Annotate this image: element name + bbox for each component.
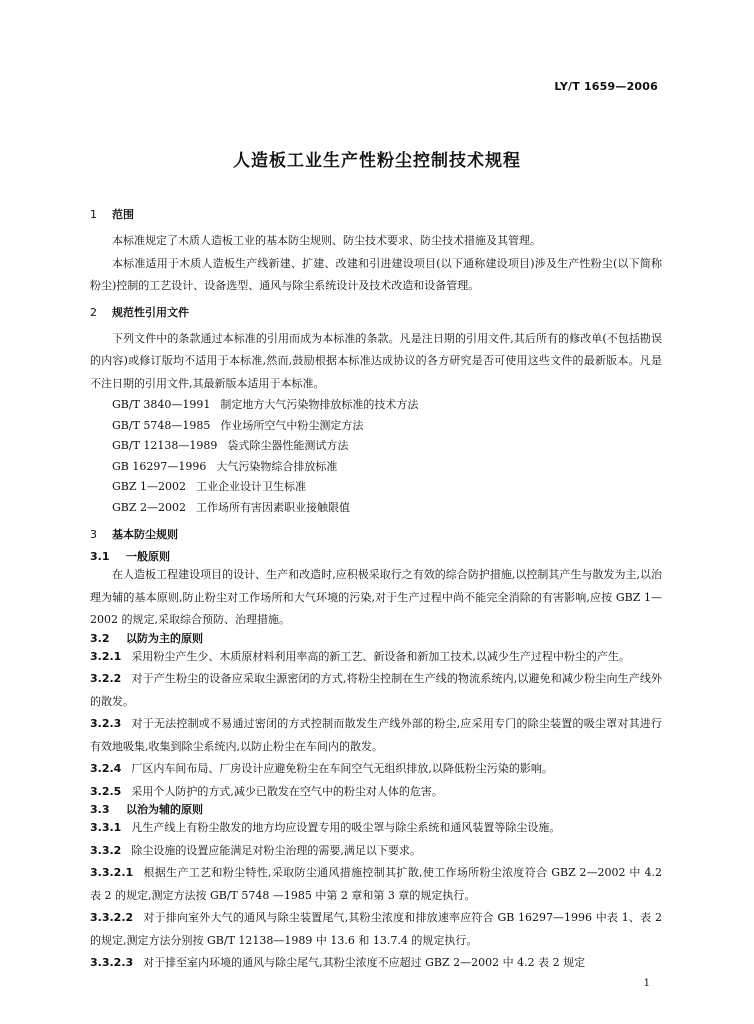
clause-3-3-2-2	[90, 907, 662, 952]
clause-text: 采用个人防护的方式,减少已散发在空气中的粉尘对人体的危害。	[131, 784, 443, 798]
clause-number: 3.2.2	[90, 672, 122, 685]
clause-number: 3.2.5	[90, 784, 122, 798]
reference-item	[90, 436, 662, 457]
clause-3-3-2-3	[90, 952, 662, 975]
reference-item	[90, 416, 662, 437]
subsection-title: 一般原则	[126, 550, 170, 563]
clause-text: 厂区内车间布局、厂房设计应避免粉尘在车间空气无组织排放,以降低粉尘污染的影响。	[131, 762, 553, 775]
section-heading-normative	[90, 306, 662, 320]
reference-title: 工业企业设计卫生标准	[196, 480, 307, 493]
clause-3-2-3	[90, 713, 662, 758]
clause-number: 3.3.2	[90, 843, 122, 857]
clause-number: 3.2.3	[90, 717, 122, 730]
clause-3-1-text: 在人造板工程建设项目的设计、生产和改造时,应积极采取行之有效的综合防护措施,以控制其产生与散发为主,以治理为辅的基本原则,防止粉尘对工作场所和大气环境的污染,对于生产过程中尚不能完全消除的有害影响,应按 GBZ 1—2002 的规定,采取综合预防、治理措施。	[90, 568, 662, 626]
section-title: 范围	[112, 208, 134, 221]
reference-code: GB/T 5748—1985	[112, 418, 211, 432]
clause-number: 3.3.2.3	[90, 956, 134, 969]
reference-title: 大气污染物综合排放标准	[216, 459, 338, 473]
subsection-title: 以治为辅的原则	[126, 803, 203, 816]
reference-title: 工作场所有害因素职业接触限值	[196, 500, 351, 514]
reference-code: GB/T 12138—1989	[112, 439, 218, 452]
reference-code: GB/T 3840—1991	[112, 398, 211, 411]
section-number: 1	[90, 208, 97, 221]
standard-code: LY/T 1659—2006	[554, 80, 658, 93]
clause-3-2-5	[90, 781, 662, 804]
subsection-heading-3-1	[90, 550, 662, 564]
section-number: 3	[90, 528, 97, 541]
scope-paragraph-2: 本标准适用于木质人造板生产线新建、扩建、改建和引进建设项目(以下通称建设项目)涉及生产性粉尘(以下简称粉尘)控制的工艺设计、设备选型、通风与除尘系统设计及技术改造和设备管理。	[90, 256, 662, 292]
subsection-number: 3.1	[90, 550, 110, 563]
clause-text: 对于排至室内环境的通风与除尘尾气,其粉尘浓度不应超过 GBZ 2—2002 中 4.2 表 2 规定	[143, 956, 586, 969]
reference-title: 制定地方大气污染物排放标准的技术方法	[220, 398, 419, 411]
document-body	[90, 208, 662, 975]
clause-3-2-2	[90, 668, 662, 713]
clause-number: 3.2.4	[90, 762, 122, 775]
section-title: 基本防尘规则	[112, 528, 178, 541]
normative-intro: 下列文件中的条款通过本标准的引用而成为本标准的条款。凡是注日期的引用文件,其后所有的修改单(不包括勘误的内容)或修订版均不适用于本标准,然而,鼓励根据本标准达成协议的各方研究是否可使用这些文件的最新版本。凡是不注日期的引用文件,其最新版本适用于本标准。	[90, 331, 662, 390]
clause-text: 对于无法控制或不易通过密闭的方式控制而散发生产线外部的粉尘,应采用专门的除尘装置的吸尘罩对其进行有效地吸集,收集到除尘系统内,以防止粉尘在车间内的散发。	[90, 717, 662, 753]
section-heading-rules	[90, 528, 662, 542]
page-number: 1	[643, 978, 650, 989]
clause-text: 采用粉尘产生少、木质原材料利用率高的新工艺、新设备和新加工技术,以减少生产过程中粉尘的产生。	[131, 649, 630, 663]
clause-number: 3.3.2.1	[90, 866, 134, 879]
clause-3-3-2-1	[90, 862, 662, 907]
scope-paragraph-1: 本标准规定了木质人造板工业的基本防尘规则、防尘技术要求、防尘技术措施及其管理。	[112, 234, 541, 247]
reference-item	[90, 498, 662, 519]
clause-text: 除尘设施的设置应能满足对粉尘治理的需要,满足以下要求。	[131, 843, 421, 857]
section-heading-scope	[90, 208, 662, 222]
section-title: 规范性引用文件	[112, 305, 189, 319]
clause-number: 3.3.1	[90, 821, 122, 834]
clause-text: 对于产生粉尘的设备应采取尘源密闭的方式,将粉尘控制在生产线的物流系统内,以避免和减少粉尘向生产线外的散发。	[90, 672, 662, 708]
reference-title: 袋式除尘器性能测试方法	[227, 439, 349, 452]
reference-item	[90, 395, 662, 416]
clause-3-2-4	[90, 758, 662, 781]
clause-3-3-1	[90, 817, 662, 840]
subsection-number: 3.3	[90, 803, 110, 816]
subsection-title: 以防为主的原则	[126, 631, 203, 645]
subsection-number: 3.2	[90, 631, 110, 645]
reference-item	[90, 457, 662, 478]
clause-text: 凡生产线上有粉尘散发的地方均应设置专用的吸尘罩与除尘系统和通风装置等除尘设施。	[131, 821, 561, 834]
reference-code: GBZ 1—2002	[112, 480, 187, 493]
clause-3-2-1	[90, 646, 662, 669]
reference-item	[90, 477, 662, 498]
section-number: 2	[90, 305, 97, 319]
clause-number: 3.2.1	[90, 649, 122, 663]
reference-code: GBZ 2—2002	[112, 500, 187, 514]
document-title: 人造板工业生产性粉尘控制技术规程	[233, 151, 521, 171]
reference-title: 作业场所空气中粉尘测定方法	[220, 418, 364, 432]
subsection-heading-3-2	[90, 632, 662, 646]
reference-code: GB 16297—1996	[112, 459, 207, 473]
subsection-heading-3-3	[90, 803, 662, 817]
clause-number: 3.3.2.2	[90, 911, 134, 924]
reference-list	[90, 395, 662, 518]
clause-3-3-2	[90, 840, 662, 863]
clause-text: 对于排向室外大气的通风与除尘装置尾气,其粉尘浓度和排放速率应符合 GB 16297—1996 中表 1、表 2 的规定,测定方法分别按 GB/T 12138—1989 中 13.6 和 13.7.4 的规定执行。	[90, 911, 662, 947]
clause-text: 根据生产工艺和粉尘特性,采取防尘通风措施控制其扩散,使工作场所粉尘浓度符合 GBZ 2—2002 中 4.2 表 2 的规定,测定方法按 GB/T 5748 —1985 中第 2 章和第 3 章的规定执行。	[90, 866, 662, 902]
